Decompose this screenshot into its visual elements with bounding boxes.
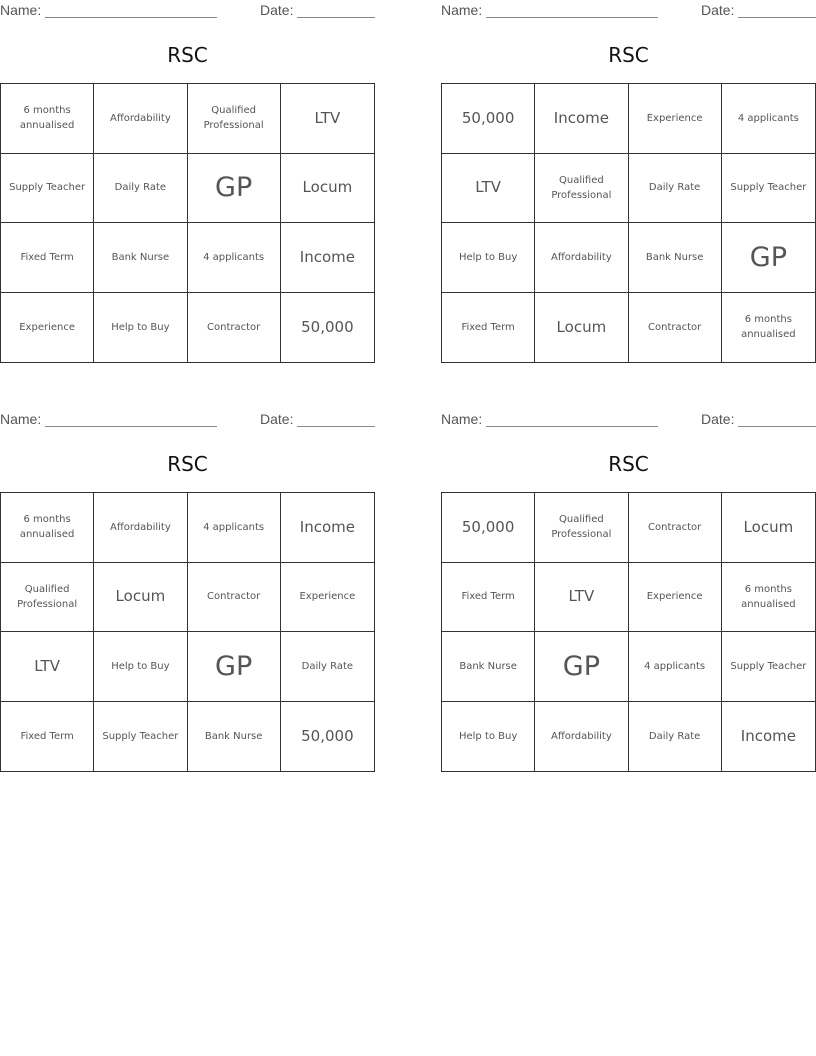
bingo-cell: Locum (722, 493, 815, 563)
bingo-cell: Qualified Professional (535, 154, 628, 224)
name-field-line (486, 426, 658, 427)
bingo-cell: Bank Nurse (629, 223, 722, 293)
date-label: Date: (701, 411, 735, 427)
bingo-cell: Daily Rate (629, 702, 722, 772)
bingo-grid (441, 492, 816, 772)
bingo-cell: 50,000 (442, 493, 535, 563)
bingo-card-1 (0, 0, 375, 370)
bingo-cell: Contractor (629, 293, 722, 363)
card-title: RSC (608, 43, 649, 67)
bingo-cell: Fixed Term (442, 563, 535, 633)
bingo-cell: LTV (281, 84, 374, 154)
bingo-cell: Experience (629, 563, 722, 633)
bingo-cell: LTV (535, 563, 628, 633)
date-label: Date: (260, 411, 294, 427)
card-title: RSC (608, 452, 649, 476)
name-field-line (45, 17, 217, 18)
bingo-cell: Experience (629, 84, 722, 154)
bingo-cell: Help to Buy (94, 632, 187, 702)
bingo-cell: 50,000 (442, 84, 535, 154)
bingo-cell: Help to Buy (442, 702, 535, 772)
bingo-cell: Supply Teacher (722, 632, 815, 702)
bingo-cell: LTV (442, 154, 535, 224)
bingo-cell: 6 months annualised (722, 563, 815, 633)
bingo-cell: Qualified Professional (535, 493, 628, 563)
bingo-card-4 (441, 409, 816, 779)
bingo-cell: Fixed Term (1, 702, 94, 772)
date-label: Date: (260, 2, 294, 18)
bingo-cell: Fixed Term (442, 293, 535, 363)
bingo-grid (0, 83, 375, 363)
bingo-card-2 (441, 0, 816, 370)
date-field-line (297, 17, 375, 18)
name-date-row (441, 2, 816, 22)
date-label: Date: (701, 2, 735, 18)
date-field-line (738, 426, 816, 427)
bingo-cell: Affordability (94, 493, 187, 563)
bingo-cell: Bank Nurse (442, 632, 535, 702)
bingo-cell: GP (722, 223, 815, 293)
bingo-cell: Qualified Professional (188, 84, 281, 154)
name-date-row (0, 411, 375, 431)
bingo-cell: Locum (94, 563, 187, 633)
bingo-grid (0, 492, 375, 772)
date-field-line (297, 426, 375, 427)
bingo-cell: 50,000 (301, 317, 354, 336)
bingo-cell: Fixed Term (1, 223, 94, 293)
bingo-cell: Contractor (188, 563, 281, 633)
bingo-cell: Bank Nurse (188, 702, 281, 772)
bingo-cell: Income (740, 726, 796, 745)
bingo-cell: 6 months annualised (1, 84, 94, 154)
bingo-cell: Affordability (94, 84, 187, 154)
bingo-cell: Help to Buy (442, 223, 535, 293)
card-title: RSC (167, 43, 208, 67)
bingo-cell: Income (281, 223, 374, 293)
bingo-cell: Income (535, 84, 628, 154)
name-date-row (441, 411, 816, 431)
bingo-cell: Help to Buy (94, 293, 187, 363)
name-date-row (0, 2, 375, 22)
bingo-cell: Bank Nurse (94, 223, 187, 293)
name-field-line (45, 426, 217, 427)
name-label: Name: (441, 411, 483, 427)
bingo-cell: 4 applicants (722, 84, 815, 154)
bingo-cell: Daily Rate (629, 154, 722, 224)
bingo-cell: Qualified Professional (1, 563, 94, 633)
bingo-cell: GP (188, 154, 281, 224)
bingo-cell: Contractor (188, 293, 281, 363)
name-label: Name: (0, 2, 42, 18)
bingo-card-3 (0, 409, 375, 779)
bingo-cell: 6 months annualised (1, 493, 94, 563)
bingo-cell: 6 months annualised (741, 314, 796, 341)
bingo-cell: Experience (1, 293, 94, 363)
name-field-line (486, 17, 658, 18)
bingo-cell: Supply Teacher (94, 702, 187, 772)
bingo-cell: LTV (1, 632, 94, 702)
bingo-cell: Contractor (629, 493, 722, 563)
bingo-cell: 4 applicants (629, 632, 722, 702)
date-field-line (738, 17, 816, 18)
bingo-cell: Locum (535, 293, 628, 363)
bingo-cell: Affordability (535, 702, 628, 772)
card-title: RSC (167, 452, 208, 476)
bingo-cell: GP (188, 632, 281, 702)
name-label: Name: (0, 411, 42, 427)
bingo-cell: Experience (281, 563, 374, 633)
bingo-cell: Supply Teacher (1, 154, 94, 224)
bingo-cell: 4 applicants (188, 223, 281, 293)
bingo-cell: Daily Rate (281, 632, 374, 702)
name-label: Name: (441, 2, 483, 18)
bingo-cell: Daily Rate (94, 154, 187, 224)
bingo-cell: GP (535, 632, 628, 702)
bingo-cell: 50,000 (301, 726, 354, 745)
bingo-cell: Income (281, 493, 374, 563)
bingo-cell: Locum (281, 154, 374, 224)
bingo-cell: 4 applicants (188, 493, 281, 563)
bingo-grid (441, 83, 816, 363)
bingo-cell: Affordability (535, 223, 628, 293)
bingo-cell: Supply Teacher (722, 154, 815, 224)
